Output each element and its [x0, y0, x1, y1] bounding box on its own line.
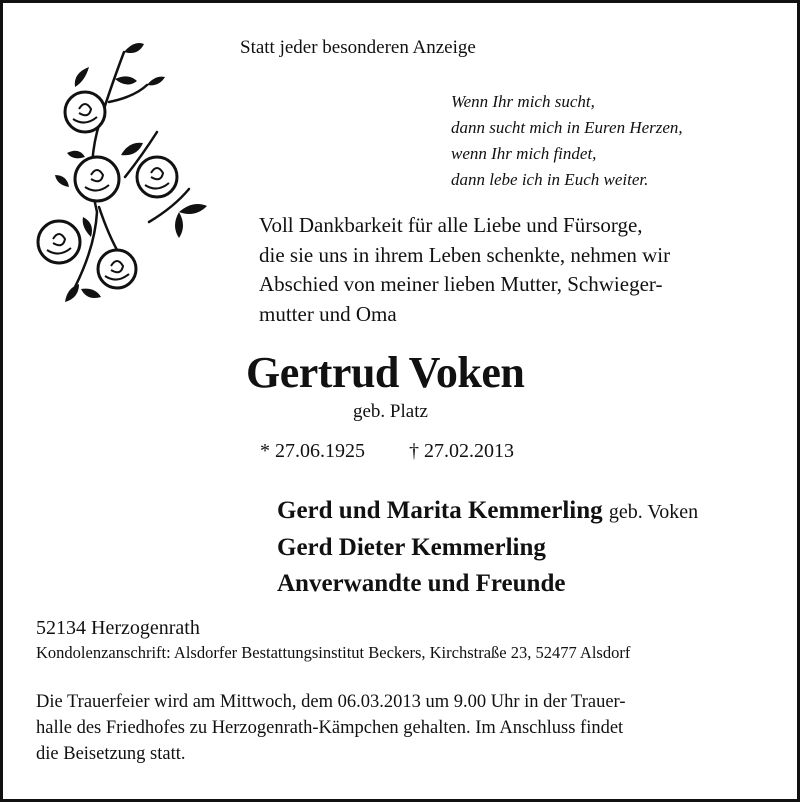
maiden-name: geb. Platz: [353, 401, 428, 422]
intro-line: die sie uns in ihrem Leben schenkte, nehmen wir: [259, 242, 671, 267]
mourner-line: Gerd Dieter Kemmerling: [277, 534, 546, 561]
deceased-name: Gertrud Voken: [246, 348, 525, 397]
intro-text: [259, 211, 670, 329]
ceremony-line: Die Trauerfeier wird am Mittwoch, dem 06.03.2013 um 9.00 Uhr in der Trauer-: [36, 692, 626, 712]
birth-date: * 27.06.1925: [260, 440, 365, 462]
mourner-line: [277, 493, 698, 530]
poem-line: Wenn Ihr mich sucht,: [451, 92, 595, 111]
mourner-maiden-suffix: geb. Voken: [608, 501, 699, 523]
mourners-list: [277, 493, 698, 602]
mourner-line: Anverwandte und Freunde: [277, 570, 566, 597]
roses-branch-icon: [29, 37, 229, 317]
ceremony-line: die Beisetzung statt.: [36, 744, 186, 764]
ceremony-line: halle des Friedhofes zu Herzogenrath-Kämpchen gehalten. Im Anschluss findet: [36, 718, 624, 738]
condolence-address: Kondolenzanschrift: Alsdorfer Bestattungsinstitut Beckers, Kirchstraße 23, 52477 Alsdorf: [36, 643, 631, 662]
memorial-poem: [451, 89, 683, 193]
life-dates: [260, 440, 514, 463]
mourner-names: Gerd und Marita Kemmerling: [277, 497, 603, 524]
intro-line: Abschied von meiner lieben Mutter, Schwieger-: [259, 272, 663, 296]
poem-line: wenn Ihr mich findet,: [451, 144, 597, 163]
ceremony-info: [36, 689, 625, 767]
intro-line: mutter und Oma: [259, 301, 397, 326]
poem-line: dann lebe ich in Euch weiter.: [451, 170, 649, 189]
intro-line: Voll Dankbarkeit für alle Liebe und Fürsorge,: [259, 213, 643, 237]
death-date: † 27.02.2013: [409, 440, 514, 462]
city-line: 52134 Herzogenrath: [36, 617, 200, 639]
poem-line: dann sucht mich in Euren Herzen,: [451, 118, 683, 137]
notice-header: Statt jeder besonderen Anzeige: [240, 37, 476, 58]
